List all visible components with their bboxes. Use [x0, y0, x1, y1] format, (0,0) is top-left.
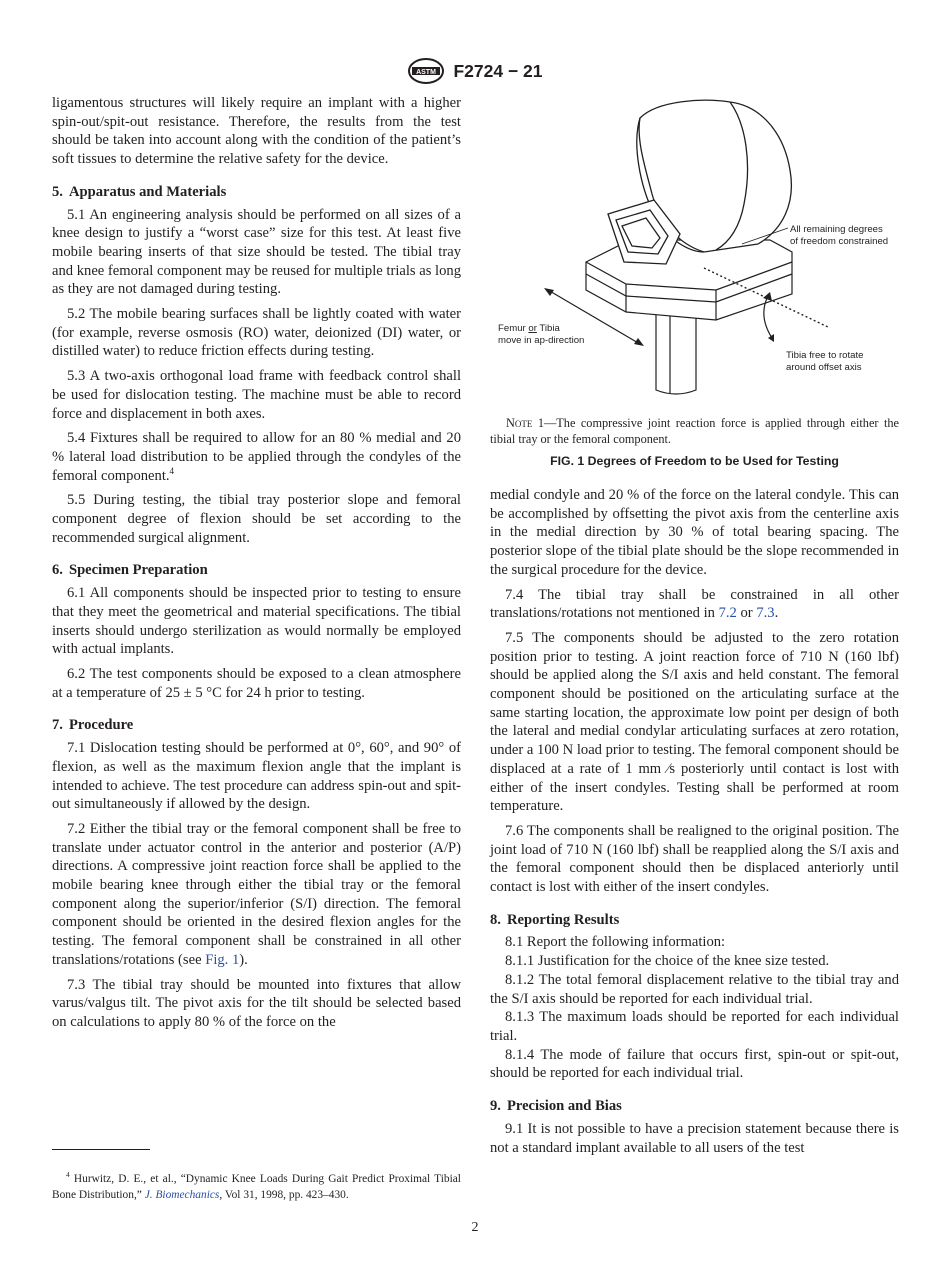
paragraph-8-1: 8.1 Report the following information: — [505, 934, 726, 951]
figure-caption: FIG. 1 Degrees of Freedom to be Used for Testing — [550, 454, 839, 468]
paragraph-7-6: 7.6 The components shall be realigned to the original position. The joint load of 710 N (160 lbf) shall be reapplied along the S/I axis and the femoral component should then be displaced anteriorly until contact is lost with either of the insert condyles. — [490, 822, 899, 896]
paragraph-5-4: 5.4 Fixtures shall be required to allow for an 80 % medial and 20 % lateral load distribution to be applied through the condyles of the femoral component.$^4$ — [52, 430, 461, 484]
fig-1-link[interactable]: Fig. 1 — [205, 951, 240, 968]
paragraph-7-3: 7.3 The tibial tray should be mounted into fixtures that allow varus/valgus tilt. The pivot axis for the tilt should be selected based on calculations to apply 80 % of the force on the — [52, 976, 461, 1030]
section-6-heading: 6. Specimen Preparation — [52, 562, 208, 579]
tibial-stem — [656, 308, 696, 394]
footnote-4: $^4$ Hurwitz, D. E., et al., “Dynamic Knee Loads During Gait Predict Proximal Tibial Bone Distribution,” J. Biomechanics, Vol 31, 1998, pp. 423–430. — [52, 1170, 461, 1201]
page-number: 2 — [471, 1220, 479, 1235]
paragraph-6-2: 6.2 The test components should be exposed to a clean atmosphere at a temperature of 25 ± 5 °C for 24 h prior to testing. — [52, 665, 461, 701]
paragraph-8-1-2: 8.1.2 The total femoral displacement relative to the tibial tray and the S/I axis should be reported for each individual trial. — [490, 971, 899, 1007]
paragraph-5-1: 5.1 An engineering analysis should be performed on all sizes of a knee design to justify a “worst case” size for this test. At least five mobile bearing inserts of that size should be tested. The tibial tray and knee femoral component may be reused for multiple trials as long as they are not damaged during testing. — [52, 206, 461, 298]
label-rotate-line-2: around offset axis — [786, 362, 862, 373]
left-column — [52, 94, 461, 1032]
paragraph-8-1-3: 8.1.3 The maximum loads should be reported for each individual trial. — [490, 1009, 899, 1044]
figure-note: Note 1—The compressive joint reaction force is applied through either the tibial tray or the femoral component. — [490, 416, 899, 446]
label-move-line-2: move in ap-direction — [498, 335, 585, 346]
footnote-rule — [52, 1149, 150, 1150]
section-7-heading: 7. Procedure — [52, 717, 134, 734]
figure-1-knee-diagram — [490, 94, 900, 404]
paragraph-8-1-1: 8.1.1 Justification for the choice of the knee size tested. — [505, 953, 830, 970]
paragraph-9-1: 9.1 It is not possible to have a precision statement because there is not a standard implant available to all users of the test — [490, 1120, 899, 1156]
section-9-heading: 9. Precision and Bias — [490, 1098, 622, 1115]
label-constrained-line-1: All remaining degrees — [790, 224, 883, 235]
paragraph-5-5: 5.5 During testing, the tibial tray posterior slope and femoral component degree of flexion should be set according to the recommended surgical alignment. — [52, 492, 461, 546]
paragraph-7-4: 7.4 The tibial tray shall be constrained in all other translations/rotations not mentioned in 7.2 or 7.3. — [490, 586, 899, 622]
paragraph-7-1: 7.1 Dislocation testing should be performed at 0°, 60°, and 90° of flexion, as well as the maximum flexion angle that the implant is intended to achieve. The test procedure can address spin-out and spit-out simultaneously if allowed by the design. — [52, 740, 461, 813]
tibial-tray — [586, 240, 792, 320]
section-7-3-link[interactable]: 7.3 — [756, 605, 775, 622]
intro-paragraph: ligamentous structures will likely require an implant with a higher spin-out/spit-out resistance. Therefore, the results from the test should be taken into account along with the condition of the patient’s soft tissues to determine the relative safety for the device. — [52, 95, 461, 168]
section-5-heading: 5. Apparatus and Materials — [52, 183, 227, 200]
paragraph-6-1: 6.1 All components should be inspected prior to testing to ensure that they meet the geometrical and material specifications. The tibial inserts should undergo sterilization as would normally be employed with actual implants. — [52, 585, 461, 658]
astm-logo-icon — [407, 58, 445, 84]
paragraph-7-2: 7.2 Either the tibial tray or the femoral component shall be free to translate under actuator control in the anterior and posterior (A/P) directions. A compressive joint reaction force shall be applied to the mobile bearing knee through either the tibial tray or the femoral component along the superior/inferior (S/I) direction. The femoral component should be oriented in the desired flexion angles for the testing. The femoral component shall be constrained in all other translations/rotations (see Fig. 1). — [52, 820, 461, 968]
paragraph-7-3-continued: medial condyle and 20 % of the force on the lateral condyle. This can be accomplished by offsetting the pivot axis from the centerline axis in the medial direction by 30 % of total bearing spacing. The posterior slope of the tibial plate should be the slope recommended in the surgical procedure for the device. — [490, 487, 899, 578]
section-7-2-link[interactable]: 7.2 — [718, 605, 737, 622]
section-8-heading: 8. Reporting Results — [490, 911, 620, 928]
designation-title: F2724 − 21 — [453, 60, 543, 81]
label-move-line-1: Femur or Tibia — [498, 323, 560, 334]
footnote-ref-4[interactable]: 4 — [169, 465, 175, 476]
svg-text:ASTM: ASTM — [416, 69, 437, 76]
paragraph-7-5: 7.5 The components should be adjusted to the zero rotation position prior to testing. A joint reaction force of 710 N (160 lbf) should be applied along the S/I axis and held constant. The femoral component should be positioned on the articulating surface at the same starting location, the approximate low point per design of both the lateral and medial condylar articulating surfaces at zero rotation, under a 100 N load prior to testing. The femoral component should be displaced at a rate of 1 mm ⁄s posteriorly until contact is lost with either of the insert condyles. Testing shall be performed at room temperature. — [490, 629, 899, 815]
femoral-component — [608, 100, 791, 264]
right-column — [490, 486, 899, 1157]
journal-link[interactable]: J. Biomechanics — [144, 1188, 220, 1201]
paragraph-8-1-4: 8.1.4 The mode of failure that occurs first, spin-out or spit-out, should be reported for each individual trial. — [490, 1046, 899, 1082]
label-rotate-line-1: Tibia free to rotate — [786, 350, 864, 361]
page-header — [0, 56, 950, 86]
paragraph-5-2: 5.2 The mobile bearing surfaces shall be lightly coated with water (for example, reverse osmosis (RO) water, deionized (DI) water, or distilled water) to reduce friction effects during testing. — [52, 306, 461, 360]
label-constrained-line-2: of freedom constrained — [790, 236, 889, 247]
paragraph-5-3: 5.3 A two-axis orthogonal load frame with feedback control shall be used for dislocation testing. The machine must be able to record force and displacement in both axes. — [52, 368, 461, 422]
